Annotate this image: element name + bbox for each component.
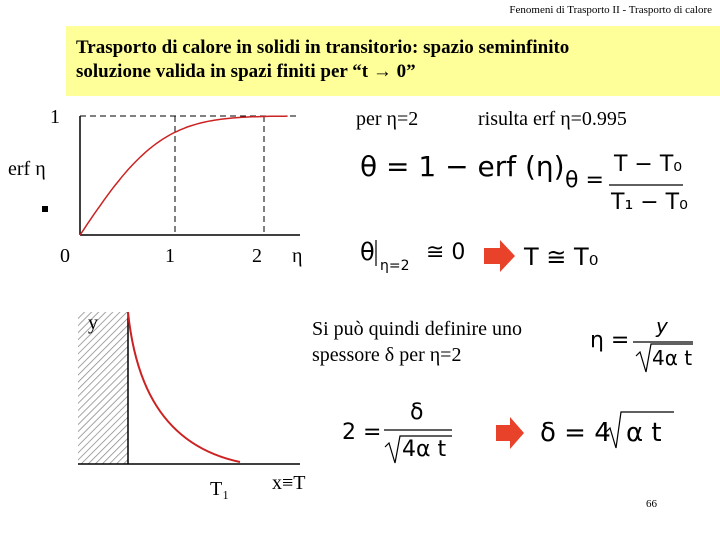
title-line-2: soluzione valida in spazi finiti per “t → 0” [76, 61, 416, 82]
page-number: 66 [646, 498, 657, 510]
erf-x-tick-2: 2 [252, 245, 262, 267]
equation-two-num: δ [410, 400, 424, 425]
slide-header: Fenomeni di Trasporto II - Trasporto di calore [509, 4, 712, 16]
erf-y-axis-label: erf η [8, 158, 46, 180]
erf-x-tick-0: 0 [60, 245, 70, 267]
bullet-square [42, 206, 48, 212]
equation-theta-def-lhs: θ = [565, 168, 604, 193]
note-per-eta: per η=2 [356, 108, 419, 130]
erf-x-tick-1: 1 [165, 245, 175, 267]
profile-y-axis-label: y [88, 312, 98, 334]
spessore-line-1: Si può quindi definire uno [312, 318, 522, 340]
equation-two-lhs: 2 = [342, 420, 382, 445]
equation-two-den: 4α t [402, 437, 447, 462]
equation-theta-at2-sub: η=2 [380, 258, 410, 274]
hatched-region [78, 312, 128, 464]
note-erf-result: risulta erf η=0.995 [478, 108, 627, 130]
equation-eta-den: 4α t [652, 346, 693, 370]
spessore-text [312, 316, 522, 368]
equation-delta-rad: α t [626, 418, 662, 448]
equation-theta-at2-rhs: ≅ 0 [426, 240, 466, 265]
title-line-1: Trasporto di calore in solidi in transitorio: spazio seminfinito [76, 37, 570, 58]
equation-theta: θ = 1 − erf (η) [360, 150, 565, 183]
spessore-line-2: spessore δ per η=2 [312, 344, 462, 366]
erf-y-one-label: 1 [50, 106, 60, 128]
equation-delta-lhs: δ = 4 [540, 418, 611, 448]
equation-theta-def-num: T − T₀ [614, 152, 683, 177]
arrow-icon [496, 417, 524, 449]
profile-x-axis-label: x≡T [272, 472, 306, 494]
erf-curve [80, 116, 288, 235]
erf-x-axis-label: η [292, 245, 303, 267]
arrow-icon [484, 240, 515, 272]
profile-T1-label: T₁ [210, 478, 230, 500]
equation-eta-lhs: η = [590, 328, 630, 353]
equation-theta-def-den: T₁ − T₀ [611, 190, 688, 215]
equation-theta-at2-lhs: θ [360, 238, 375, 266]
equation-T-approx: T ≅ T₀ [524, 243, 599, 271]
erf-plot [42, 116, 300, 235]
equation-eta-num: y [656, 314, 668, 338]
profile-plot [78, 312, 300, 464]
temperature-profile-curve [128, 312, 240, 462]
